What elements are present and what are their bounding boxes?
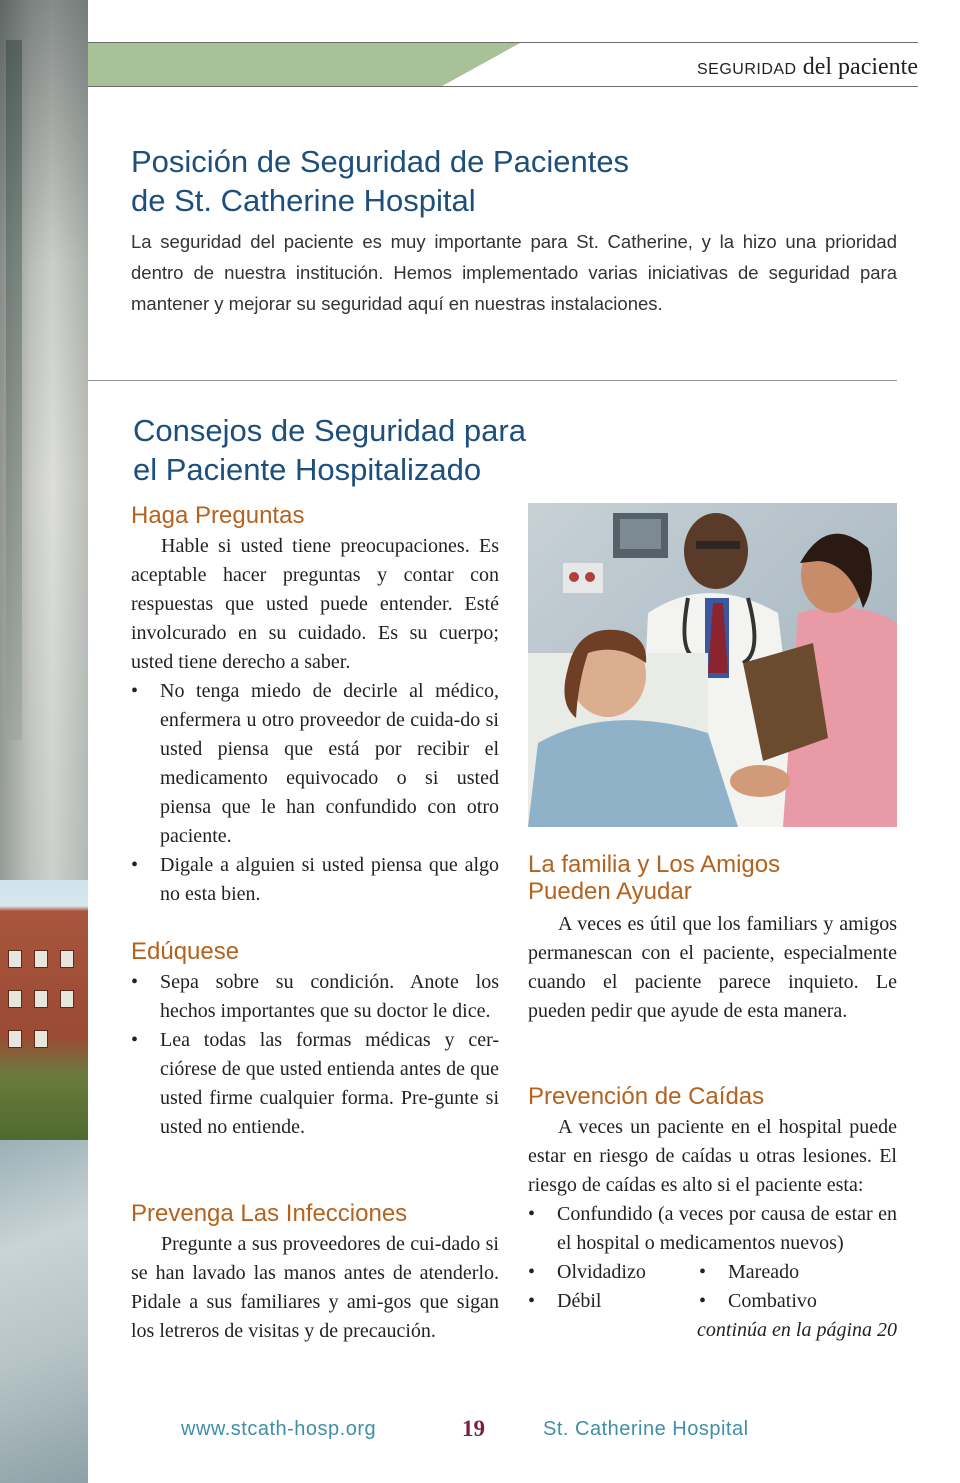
section-title-rest: del paciente [802,54,918,80]
educate-bullet: • Lea todas las formas médicas y cer-ciórese de que usted entienda antes de que usted firme cualquier forma. Pre-gunte si usted no entiende. [131,1026,499,1142]
header-rule-top [88,42,918,43]
educate-section [131,968,499,1142]
falls-pair-item: • Mareado [699,1258,878,1287]
educate-bullets [131,968,499,1142]
falls-pair-item: • Débil [528,1287,699,1316]
infection-section [131,1230,499,1346]
family-heading-line2: Pueden Ayudar [528,878,692,905]
ask-section [131,532,499,909]
position-title [131,142,629,220]
family-heading-line1: La familia y Los Amigos [528,851,781,878]
position-title-line1: Posición de Seguridad de Pacientes [131,144,630,179]
family-body: A veces es útil que los familiars y amigos permanescan con el paciente, especialmente cuando el paciente parece inquieto. Le pueden pedir que ayude de esta manera. [528,913,897,1022]
educate-heading: Edúquese [131,938,240,965]
falls-pair-item: • Combativo [699,1287,878,1316]
header-rule-bottom [88,86,918,87]
tips-title-line1: Consejos de Seguridad para [133,413,526,448]
section-divider [88,380,897,381]
tips-title [133,411,526,489]
ask-heading: Haga Preguntas [131,502,305,529]
hallway-photo [0,0,88,880]
falls-heading: Prevención de Caídas [528,1083,765,1110]
educate-bullet: • Sepa sobre su condición. Anote los hechos importantes que su doctor le dice. [131,968,499,1026]
section-header [88,42,918,88]
position-title-line2: de St. Catherine Hospital [131,183,476,218]
continued-note: continúa en la página 20 [697,1319,897,1341]
falls-section [528,1113,897,1345]
ask-bullet: • Digale a alguien si usted piensa que algo no esta bien. [131,851,499,909]
family-section [528,910,897,1026]
ask-bullet: • No tenga miedo de decirle al médico, enfermera u otro proveedor de cuida-do si usted piensa que está por recibir el medicamento equivocado o si usted piensa que le han confundido con otro paciente. [131,677,499,851]
hospital-building-photo [0,880,88,1140]
page-number: 19 [462,1416,485,1441]
falls-bullet: • Confundido (a veces por causa de estar en el hospital o medicamentos nuevos) [528,1200,897,1258]
footer-hospital-name: St. Catherine Hospital [543,1418,749,1440]
section-title-caps: SEGURIDAD [696,61,797,78]
tips-title-line2: el Paciente Hospitalizado [133,452,482,487]
footer-url[interactable]: www.stcath-hosp.org [181,1418,377,1440]
infection-heading: Prevenga Las Infecciones [131,1200,408,1227]
header-green-band [88,43,520,86]
falls-pair-row [528,1287,897,1316]
family-heading [528,851,780,905]
falls-bullets [528,1200,897,1258]
infection-body: Pregunte a sus proveedores de cui-dado si se han lavado las manos antes de atenderlo. Pidale a sus familiares y ami-gos que sigan los letreros de visitas y de precaución. [131,1233,499,1342]
falls-pair-row [528,1258,897,1287]
falls-body: A veces un paciente en el hospital puede estar en riesgo de caídas u otras lesiones. El riesgo de caídas es alto si el paciente esta: [528,1116,897,1196]
falls-pair-item: • Olvidadizo [528,1258,699,1287]
position-body: La seguridad del paciente es muy importante para St. Catherine, y la hizo una prioridad dentro de nuestra institución. Hemos implementado varias iniciativas de seguridad para mantener y mejorar su seguridad aquí en nuestras instalaciones. [131,231,897,314]
section-title [697,54,918,81]
ask-body: Hable si usted tiene preocupaciones. Es aceptable hacer preguntas y contar con respuestas que usted puede entender. Esté involcurado en su cuidado. Es su cuerpo; usted tiene derecho a saber. [131,535,499,673]
ask-bullets [131,677,499,909]
doctor-nurse-patient-photo [528,503,897,827]
exterior-photo [0,1140,88,1483]
side-photo-strip [0,0,88,1483]
